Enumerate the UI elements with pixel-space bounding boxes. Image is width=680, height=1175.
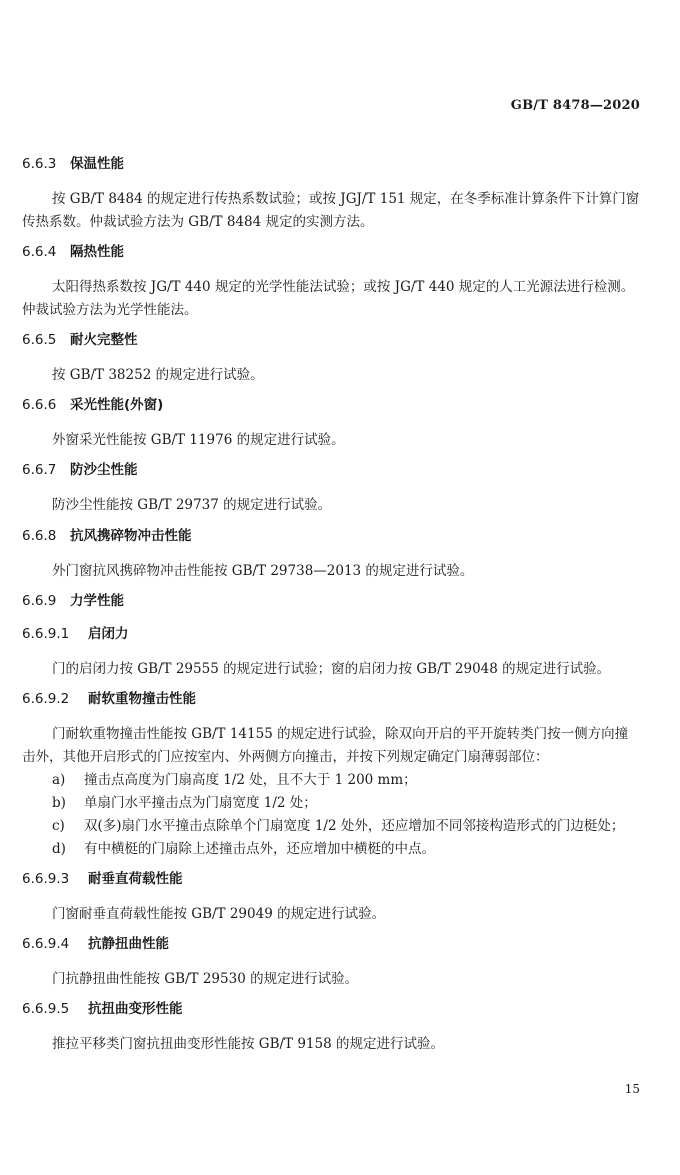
page-number: 15 bbox=[624, 1082, 640, 1096]
section-number: 6.6.9.4 bbox=[22, 936, 70, 952]
paragraph-line: 太阳得热系数按 JG/T 440 规定的光学性能法试验；或按 JG/T 440 规定的人工光源法进行检测。 bbox=[52, 279, 635, 295]
section-number: 6.6.9.2 bbox=[22, 691, 70, 707]
section-number: 6.6.6 bbox=[22, 397, 57, 413]
list-marker: a) bbox=[52, 772, 66, 788]
section-title: 抗扭曲变形性能 bbox=[88, 1001, 183, 1017]
list-marker: d) bbox=[52, 841, 66, 857]
paragraph-line: 仲裁试验方法为光学性能法。 bbox=[22, 302, 198, 318]
list-item bbox=[52, 791, 317, 811]
section-number: 6.6.7 bbox=[22, 462, 57, 478]
paragraph-line: 按 GB/T 38252 的规定进行试验。 bbox=[52, 367, 264, 383]
heading-6-6-7 bbox=[22, 458, 138, 478]
heading-6-6-9 bbox=[22, 589, 124, 609]
list-item bbox=[52, 814, 624, 834]
list-item bbox=[52, 768, 417, 788]
heading-6-6-6 bbox=[22, 393, 163, 413]
section-title: 隔热性能 bbox=[70, 244, 124, 260]
section-title: 保温性能 bbox=[70, 156, 124, 172]
paragraph-line: 传热系数。仲裁试验方法为 GB/T 8484 规定的实测方法。 bbox=[22, 214, 374, 230]
section-number: 6.6.9 bbox=[22, 593, 57, 609]
list-item-text: 单扇门水平撞击点为门扇宽度 1/2 处； bbox=[84, 795, 317, 811]
heading-6-6-8 bbox=[22, 524, 192, 544]
section-title: 防沙尘性能 bbox=[70, 462, 138, 478]
section-number: 6.6.3 bbox=[22, 156, 57, 172]
heading-6-6-3 bbox=[22, 152, 124, 172]
list-item-text: 有中横梃的门扇除上述撞击点外，还应增加中横梃的中点。 bbox=[84, 841, 435, 857]
paragraph-line: 门抗静扭曲性能按 GB/T 29530 的规定进行试验。 bbox=[52, 971, 359, 987]
list-marker: b) bbox=[52, 795, 66, 811]
section-number: 6.6.8 bbox=[22, 528, 57, 544]
section-title: 抗风携碎物冲击性能 bbox=[70, 528, 192, 544]
heading-6-6-9-2 bbox=[22, 687, 196, 707]
section-title: 启闭力 bbox=[88, 626, 129, 642]
paragraph-line: 门耐软重物撞击性能按 GB/T 14155 的规定进行试验，除双向开启的平开旋转类门按一侧方向撞 bbox=[52, 726, 629, 742]
list-item-text: 双(多)扇门水平撞击点除单个门扇宽度 1/2 处外，还应增加不同邻接构造形式的门边梃处； bbox=[84, 818, 625, 834]
paragraph-line: 门窗耐垂直荷载性能按 GB/T 29049 的规定进行试验。 bbox=[52, 906, 386, 922]
heading-6-6-9-1 bbox=[22, 622, 129, 642]
heading-6-6-5 bbox=[22, 328, 138, 348]
paragraph-line: 外窗采光性能按 GB/T 11976 的规定进行试验。 bbox=[52, 432, 345, 448]
section-title: 抗静扭曲性能 bbox=[88, 936, 169, 952]
section-number: 6.6.9.1 bbox=[22, 626, 70, 642]
paragraph-line: 击外，其他开启形式的门应按室内、外两侧方向撞击，并按下列规定确定门扇薄弱部位： bbox=[22, 749, 549, 765]
section-number: 6.6.9.5 bbox=[22, 1001, 70, 1017]
heading-6-6-9-5 bbox=[22, 997, 183, 1017]
section-title: 力学性能 bbox=[70, 593, 124, 609]
section-title: 耐软重物撞击性能 bbox=[88, 691, 196, 707]
section-number: 6.6.4 bbox=[22, 244, 57, 260]
section-title: 耐火完整性 bbox=[70, 332, 138, 348]
paragraph-line: 外门窗抗风携碎物冲击性能按 GB/T 29738—2013 的规定进行试验。 bbox=[52, 563, 474, 579]
section-title: 耐垂直荷载性能 bbox=[88, 871, 183, 887]
heading-6-6-9-4 bbox=[22, 932, 169, 952]
paragraph-line: 按 GB/T 8484 的规定进行传热系数试验；或按 JGJ/T 151 规定，在冬季标准计算条件下计算门窗 bbox=[52, 191, 640, 207]
section-title: 采光性能(外窗) bbox=[70, 397, 164, 413]
paragraph-line: 门的启闭力按 GB/T 29555 的规定进行试验；窗的启闭力按 GB/T 29048 的规定进行试验。 bbox=[52, 661, 611, 677]
paragraph-line: 防沙尘性能按 GB/T 29737 的规定进行试验。 bbox=[52, 497, 332, 513]
standard-code: GB/T 8478—2020 bbox=[510, 98, 640, 113]
list-item bbox=[52, 837, 435, 857]
section-number: 6.6.5 bbox=[22, 332, 57, 348]
list-item-text: 撞击点高度为门扇高度 1/2 处，且不大于 1 200 mm； bbox=[84, 772, 417, 788]
heading-6-6-4 bbox=[22, 240, 124, 260]
list-marker: c) bbox=[52, 818, 65, 834]
section-number: 6.6.9.3 bbox=[22, 871, 70, 887]
heading-6-6-9-3 bbox=[22, 867, 183, 887]
paragraph-line: 推拉平移类门窗抗扭曲变形性能按 GB/T 9158 的规定进行试验。 bbox=[52, 1036, 444, 1052]
